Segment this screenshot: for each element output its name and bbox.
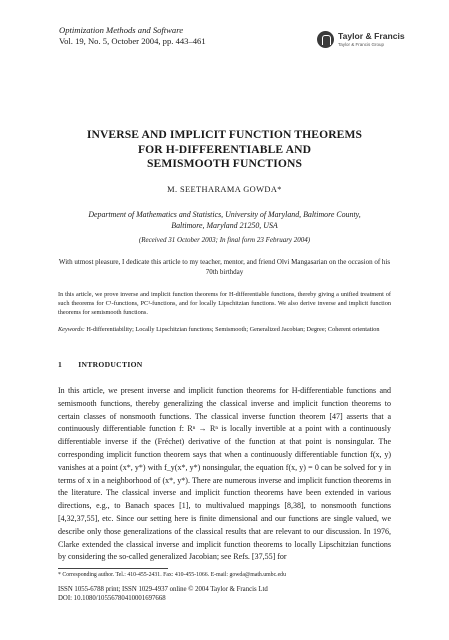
journal-header — [59, 25, 206, 47]
journal-name: Optimization Methods and Software — [59, 25, 184, 35]
paragraph: In this article, we present inverse and implicit function theorems for H-differentiable functions and semismooth functions, thereby generalizing the classical inverse and implicit function theorems to certain classes of nonsmooth functions. The classical inverse function theorem [47] asserts that a continuously differentiable function f: Rⁿ → Rⁿ is locally invertible at a point with a continuously differentiable inverse if the (Fréchet) derivative of the function at that point is nonsingular. The corresponding implicit function theorem says that when a continuously differentiable function f(x, y) vanishes at a point (x*, y*) with f_y(x*, y*) nonsingular, the equation f(x, y) = 0 can be solved for y in terms of x in a neighborhood of (x*, y*). There are numerous inverse and implicit function theorems in the literature. The classical inverse and implicit function theorems have been extended in various directions, e.g., to Banach spaces [1], to multivalued mappings [8,38], to nonsmooth functions [4,32,37,55], etc. Since our setting here is finite dimensional and our functions are single valued, we describe only those generalizations of the classical results that are relevant to our discussion. In 1976, Clarke extended the classical inverse and implicit function theorems to locally Lipschitzian functions by considering the so-called generalized Jacobian; see Refs. [37,55] for — [58, 386, 391, 562]
dedication: With utmost pleasure, I dedicate this article to my teacher, mentor, and friend Olvi Mangasarian on the occasion of his 70th birthday — [58, 258, 391, 276]
doi-line: DOI: 10.1080/10556780410001697668 — [58, 594, 166, 602]
affiliation-line: Department of Mathematics and Statistics, University of Maryland, Baltimore County, — [88, 210, 361, 219]
section-title: INTRODUCTION — [78, 360, 143, 369]
received-dates: (Received 31 October 2003; In final form 23 February 2004) — [138, 236, 311, 244]
abstract: In this article, we prove inverse and implicit function theorems for H-differentiable functions, thereby giving a unified treatment of such theorems for C¹-functions, PC¹-functions, and for locally Lipschitzian functions. We also derive inverse and implicit function theorems for semismooth functions. — [58, 291, 391, 317]
affiliation-line: Baltimore, Maryland 21250, USA — [171, 221, 278, 230]
publisher-logo-icon — [317, 31, 334, 48]
footnote: * Corresponding author. Tel.: 410-455-2431. Fax: 410-455-1066. E-mail: gowda@math.umbc.edu — [58, 572, 286, 578]
title-line: FOR H-DIFFERENTIABLE AND — [137, 142, 312, 156]
publisher-logo-subtext: Taylor & Francis Group — [338, 42, 385, 47]
issn-line: ISSN 1055-6788 print; ISSN 1029-4937 online © 2004 Taylor & Francis Ltd — [58, 586, 268, 593]
title-line: INVERSE AND IMPLICIT FUNCTION THEOREMS — [86, 128, 363, 141]
keywords-label: Keywords: — [58, 326, 85, 333]
keywords — [58, 325, 391, 334]
keywords-list: H-differentiability; Locally Lipschitzian functions; Semismooth; Generalized Jacobian; Degree; Coherent orientation — [86, 326, 380, 333]
publisher-logo — [317, 27, 407, 53]
publisher-logo-text: Taylor & Francis — [338, 31, 405, 41]
title-line: SEMISMOOTH FUNCTIONS — [147, 157, 302, 170]
section-number: 1 — [58, 360, 63, 369]
author-name: M. SEETHARAMA GOWDA* — [167, 185, 282, 194]
affiliation — [50, 209, 399, 231]
volume-line: Vol. 19, No. 5, October 2004, pp. 443–461 — [59, 36, 206, 46]
footnote-rule — [58, 568, 168, 569]
issn-block — [58, 586, 268, 603]
section-heading — [58, 360, 143, 369]
article-title — [40, 128, 409, 172]
body-text — [58, 385, 391, 564]
